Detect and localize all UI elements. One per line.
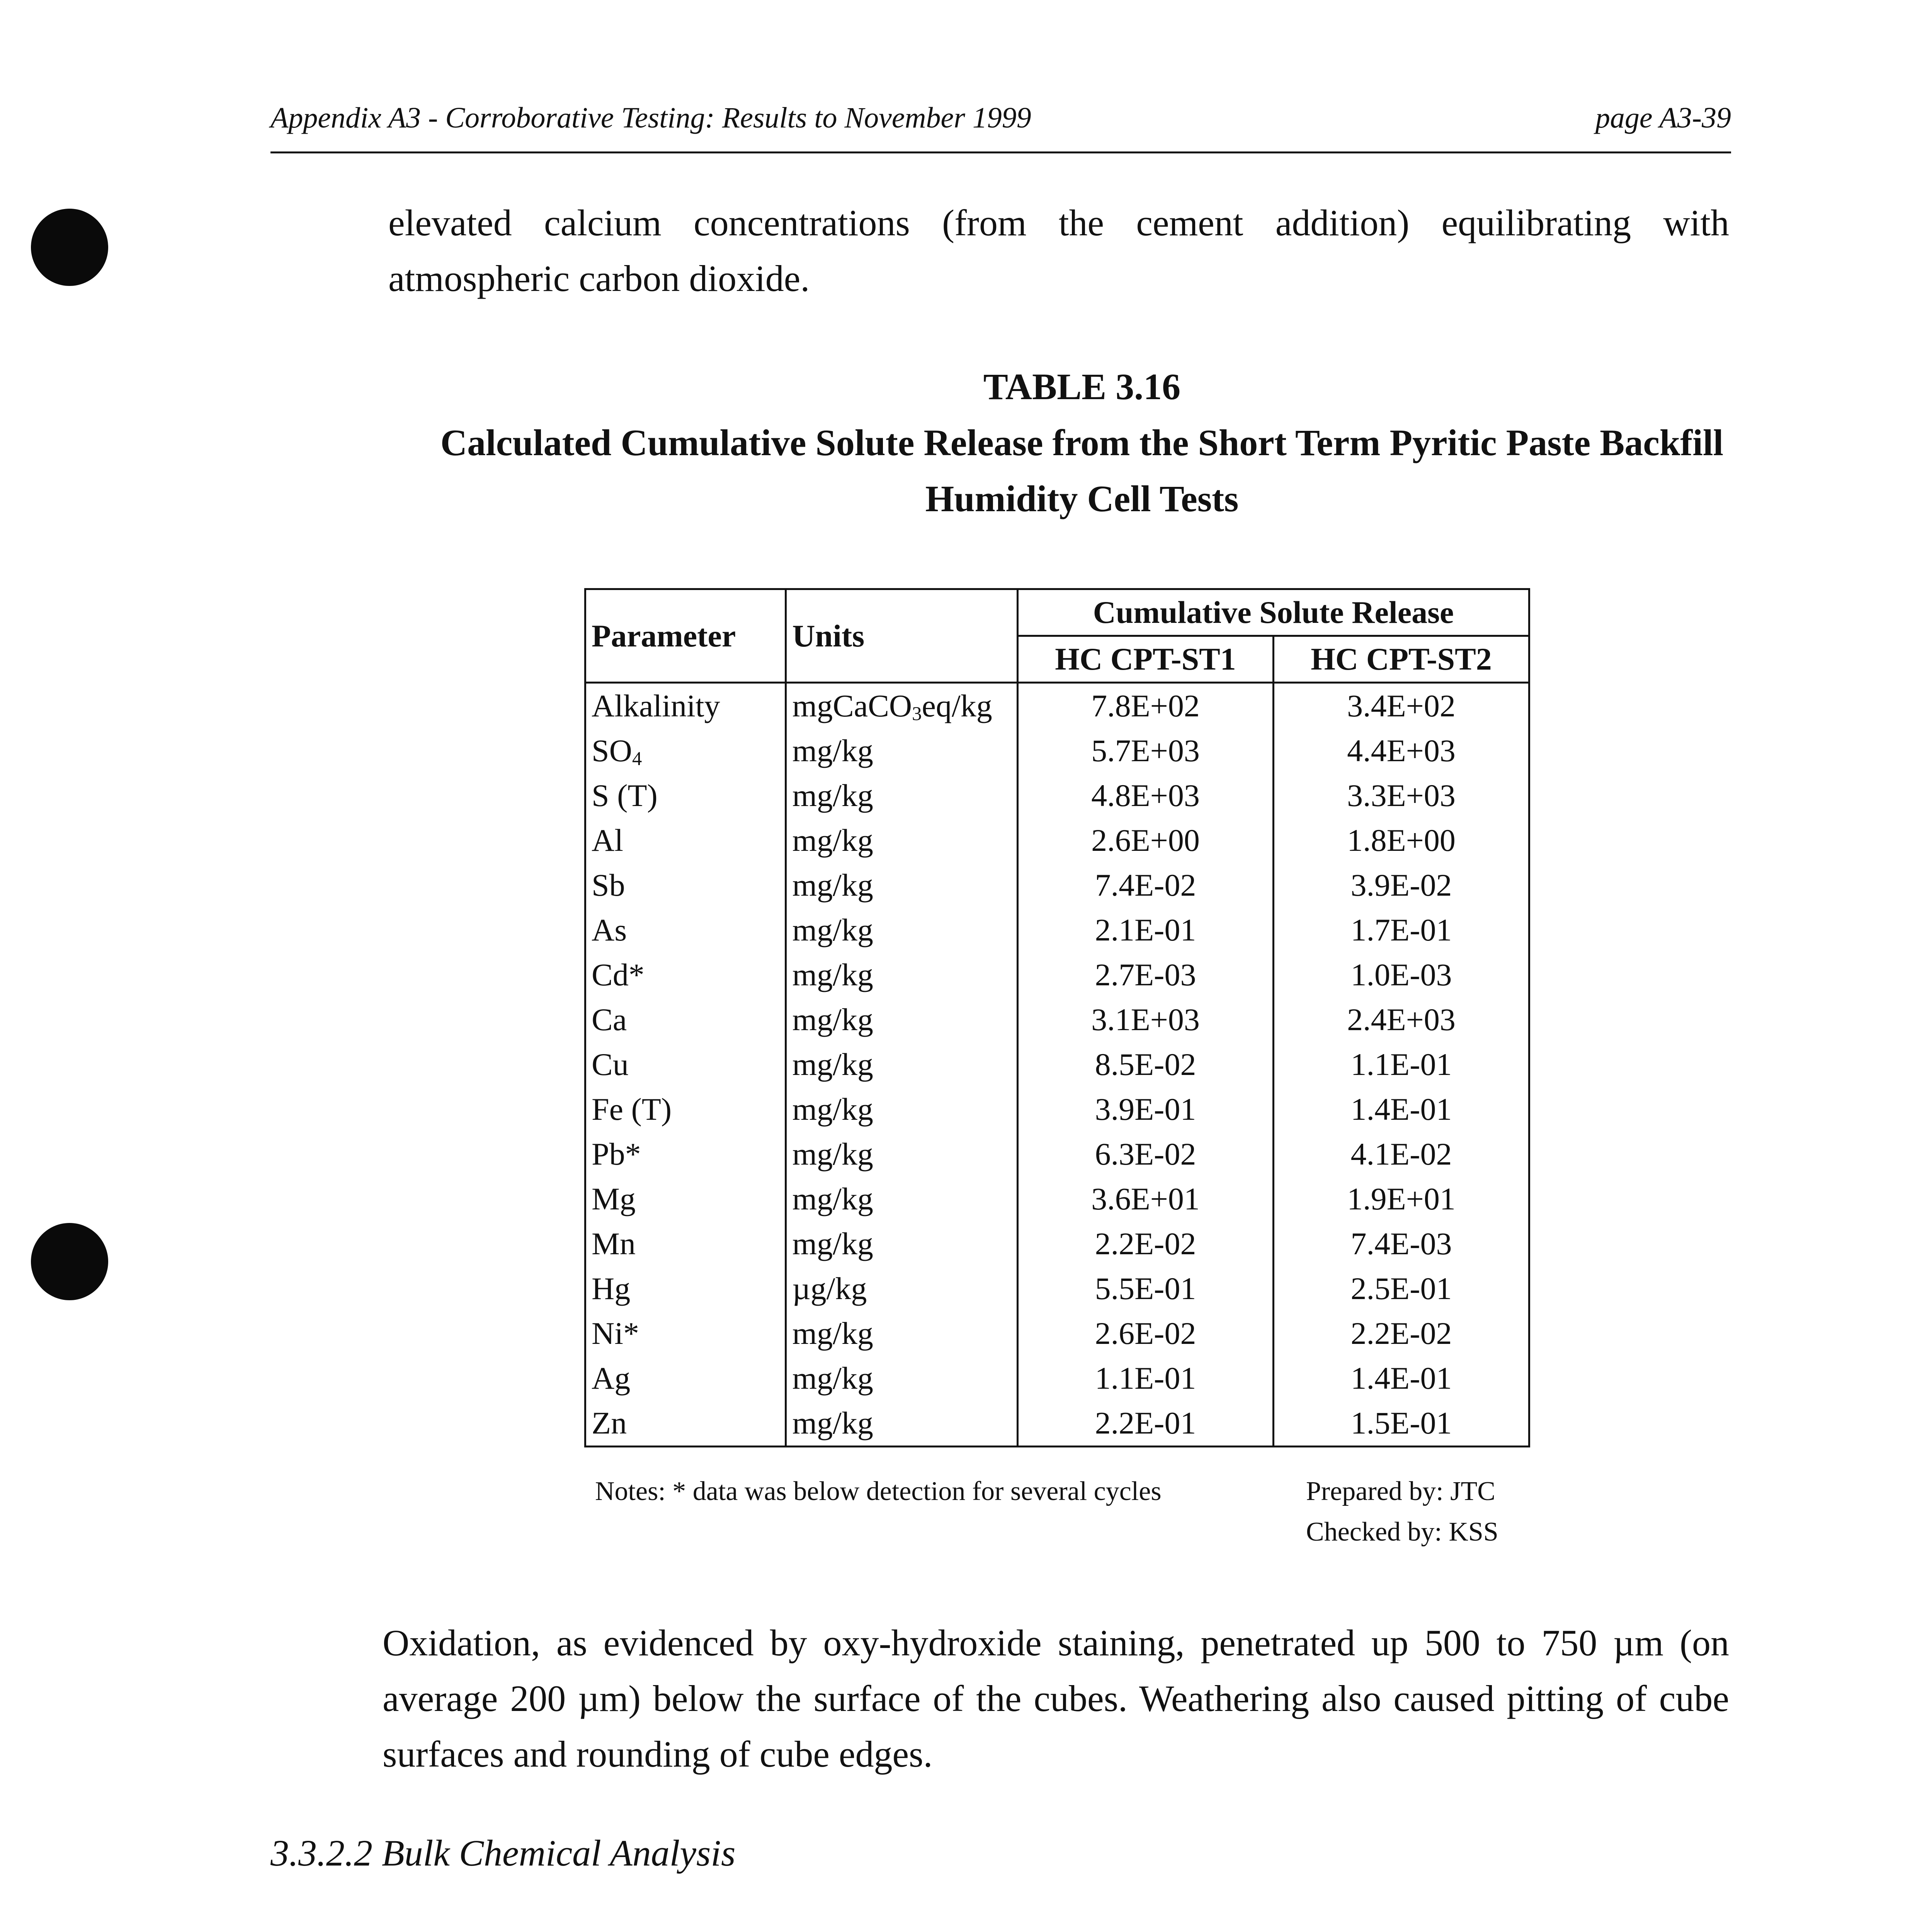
table-number: TABLE 3.16 xyxy=(983,366,1181,407)
header-title: Appendix A3 - Corroborative Testing: Results to November 1999 xyxy=(270,102,1031,134)
cell-parameter: Mg xyxy=(585,1177,786,1221)
cell-units: mg/kg xyxy=(786,1401,1018,1447)
cell-hc-cpt-st1: 6.3E-02 xyxy=(1018,1132,1274,1177)
table-row xyxy=(585,863,1529,908)
intro-text: elevated calcium concentrations (from the cement addition) equilibrating with atmospheric carbon dioxide. xyxy=(388,202,1729,299)
oxidation-text: Oxidation, as evidenced by oxy-hydroxide staining, penetrated up 500 to 750 µm (on average 200 µm) below the surface of the cubes. Weathering also caused pitting of cube surfaces and rounding of cube edges. xyxy=(383,1622,1729,1775)
prepared-by: Prepared by: JTC xyxy=(1306,1476,1495,1506)
table-row xyxy=(585,818,1529,863)
col-header-cumulative-solute-release: Cumulative Solute Release xyxy=(1018,589,1529,636)
table-row xyxy=(585,1177,1529,1221)
cell-hc-cpt-st2: 1.9E+01 xyxy=(1274,1177,1529,1221)
cell-units: mg/kg xyxy=(786,1087,1018,1132)
table-row xyxy=(585,1401,1529,1447)
cell-units: mg/kg xyxy=(786,1221,1018,1266)
table-row xyxy=(585,1087,1529,1132)
table-row xyxy=(585,997,1529,1042)
cell-parameter: Sb xyxy=(585,863,786,908)
col-header-parameter: Parameter xyxy=(585,589,786,683)
table-row xyxy=(585,1356,1529,1401)
cell-hc-cpt-st2: 1.5E-01 xyxy=(1274,1401,1529,1447)
table-row xyxy=(585,683,1529,729)
cell-parameter: Hg xyxy=(585,1266,786,1311)
punch-hole-top xyxy=(31,209,108,286)
table-title-line-1: Calculated Cumulative Solute Release from the Short Term Pyritic Paste Backfill xyxy=(440,422,1724,463)
cell-hc-cpt-st1: 5.7E+03 xyxy=(1018,728,1274,773)
cell-hc-cpt-st1: 7.4E-02 xyxy=(1018,863,1274,908)
table-row xyxy=(585,728,1529,773)
cell-hc-cpt-st1: 3.6E+01 xyxy=(1018,1177,1274,1221)
cell-units: mg/kg xyxy=(786,773,1018,818)
table-row xyxy=(585,952,1529,997)
table-body xyxy=(585,683,1529,1447)
cell-parameter: $SO_4$ xyxy=(585,728,786,773)
cell-parameter: Fe (T) xyxy=(585,1087,786,1132)
cell-hc-cpt-st1: 8.5E-02 xyxy=(1018,1042,1274,1087)
cell-units: mg/kg xyxy=(786,728,1018,773)
cell-units: mg/kg xyxy=(786,863,1018,908)
table-row xyxy=(585,1132,1529,1177)
oxidation-paragraph xyxy=(383,1615,1729,1782)
cell-units: mg/kg xyxy=(786,908,1018,952)
cell-hc-cpt-st1: 3.9E-01 xyxy=(1018,1087,1274,1132)
cell-hc-cpt-st2: 1.4E-01 xyxy=(1274,1087,1529,1132)
col-header-hc-cpt-st2: HC CPT-ST2 xyxy=(1274,636,1529,683)
cell-hc-cpt-st1: 2.2E-01 xyxy=(1018,1401,1274,1447)
table-notes: Notes: * data was below detection for several cycles xyxy=(595,1476,1162,1506)
cell-hc-cpt-st2: 1.0E-03 xyxy=(1274,952,1529,997)
table-row xyxy=(585,773,1529,818)
cell-parameter: Ni* xyxy=(585,1311,786,1356)
section-heading: 3.3.2.2 Bulk Chemical Analysis xyxy=(270,1832,736,1874)
cell-hc-cpt-st2: 7.4E-03 xyxy=(1274,1221,1529,1266)
cell-hc-cpt-st2: 2.2E-02 xyxy=(1274,1311,1529,1356)
cell-parameter: Al xyxy=(585,818,786,863)
cell-hc-cpt-st2: 1.7E-01 xyxy=(1274,908,1529,952)
cell-hc-cpt-st1: 2.6E-02 xyxy=(1018,1311,1274,1356)
cell-units: mg/kg xyxy=(786,1177,1018,1221)
cell-parameter: Alkalinity xyxy=(585,683,786,729)
cell-parameter: Pb* xyxy=(585,1132,786,1177)
cell-hc-cpt-st1: 2.6E+00 xyxy=(1018,818,1274,863)
cell-hc-cpt-st2: 1.1E-01 xyxy=(1274,1042,1529,1087)
cell-hc-cpt-st1: 1.1E-01 xyxy=(1018,1356,1274,1401)
table-row xyxy=(585,1266,1529,1311)
cell-units: mg/kg xyxy=(786,818,1018,863)
table-row xyxy=(585,1042,1529,1087)
table-title-line-2: Humidity Cell Tests xyxy=(925,478,1239,519)
cell-hc-cpt-st1: 2.2E-02 xyxy=(1018,1221,1274,1266)
table-row xyxy=(585,1311,1529,1356)
col-header-hc-cpt-st1: HC CPT-ST1 xyxy=(1018,636,1274,683)
table-row xyxy=(585,908,1529,952)
solute-release-table xyxy=(584,588,1530,1447)
cell-hc-cpt-st1: 2.7E-03 xyxy=(1018,952,1274,997)
cell-hc-cpt-st2: 4.4E+03 xyxy=(1274,728,1529,773)
cell-parameter: Ag xyxy=(585,1356,786,1401)
cell-parameter: As xyxy=(585,908,786,952)
cell-units: mg/kg xyxy=(786,1042,1018,1087)
cell-hc-cpt-st2: 2.5E-01 xyxy=(1274,1266,1529,1311)
punch-hole-middle xyxy=(31,1223,108,1300)
table-row xyxy=(585,1221,1529,1266)
cell-parameter: Ca xyxy=(585,997,786,1042)
cell-units: mg/kg xyxy=(786,952,1018,997)
cell-parameter: Cd* xyxy=(585,952,786,997)
cell-units: mg/kg xyxy=(786,1132,1018,1177)
col-header-units: Units xyxy=(786,589,1018,683)
cell-units: µg/kg xyxy=(786,1266,1018,1311)
bulk-paragraph xyxy=(383,1926,1729,1932)
cell-hc-cpt-st2: 1.4E-01 xyxy=(1274,1356,1529,1401)
checked-by: Checked by: KSS xyxy=(1306,1517,1498,1547)
cell-hc-cpt-st1: 3.1E+03 xyxy=(1018,997,1274,1042)
intro-paragraph xyxy=(388,195,1729,306)
header-rule xyxy=(270,151,1731,153)
cell-units: mgCaCO$_3$eq/kg xyxy=(786,683,1018,729)
cell-hc-cpt-st1: 7.8E+02 xyxy=(1018,683,1274,729)
cell-parameter: S (T) xyxy=(585,773,786,818)
cell-units: mg/kg xyxy=(786,1356,1018,1401)
cell-hc-cpt-st2: 3.3E+03 xyxy=(1274,773,1529,818)
cell-parameter: Mn xyxy=(585,1221,786,1266)
cell-hc-cpt-st2: 2.4E+03 xyxy=(1274,997,1529,1042)
cell-hc-cpt-st2: 3.4E+02 xyxy=(1274,683,1529,729)
cell-hc-cpt-st1: 2.1E-01 xyxy=(1018,908,1274,952)
header-page-number: page A3-39 xyxy=(1595,102,1731,134)
cell-hc-cpt-st2: 4.1E-02 xyxy=(1274,1132,1529,1177)
cell-hc-cpt-st2: 3.9E-02 xyxy=(1274,863,1529,908)
cell-parameter: Cu xyxy=(585,1042,786,1087)
cell-hc-cpt-st1: 5.5E-01 xyxy=(1018,1266,1274,1311)
cell-hc-cpt-st1: 4.8E+03 xyxy=(1018,773,1274,818)
cell-hc-cpt-st2: 1.8E+00 xyxy=(1274,818,1529,863)
cell-parameter: Zn xyxy=(585,1401,786,1447)
bulk-text xyxy=(383,1926,1729,1932)
cell-units: mg/kg xyxy=(786,1311,1018,1356)
cell-units: mg/kg xyxy=(786,997,1018,1042)
